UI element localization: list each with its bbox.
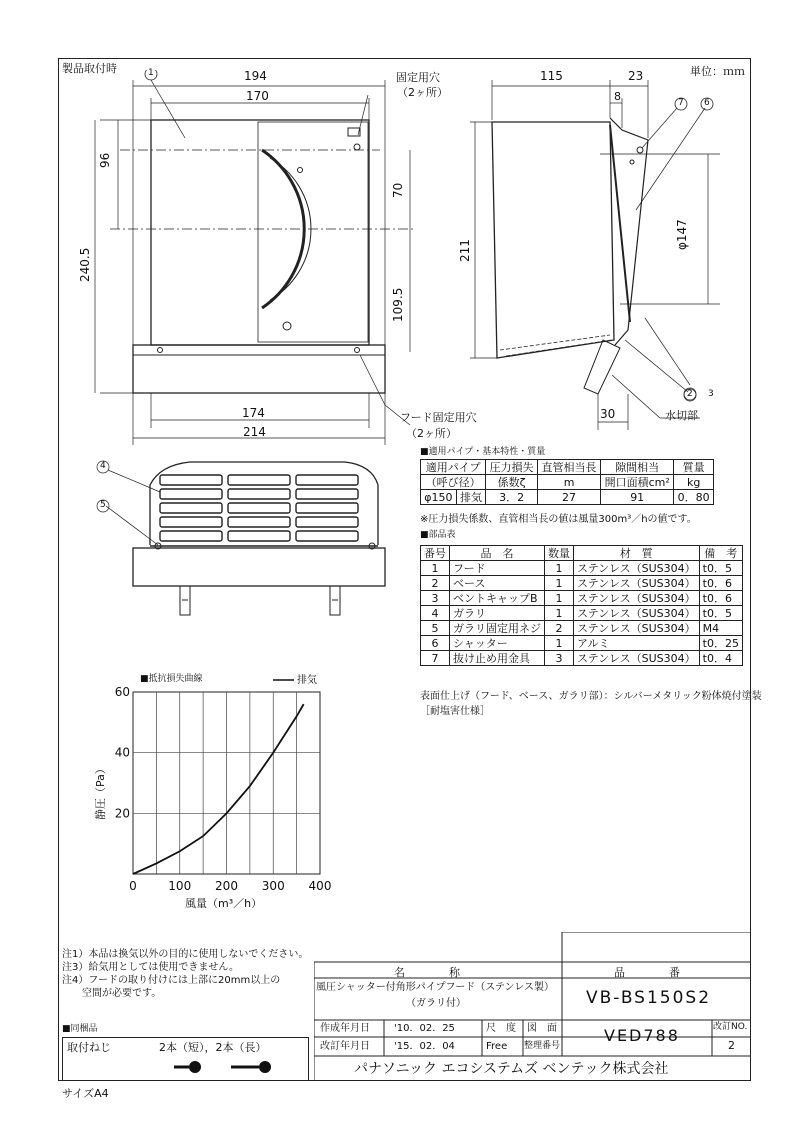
dim-214: 214 bbox=[243, 425, 266, 439]
parts-row bbox=[421, 621, 743, 636]
front-view-drawing bbox=[80, 70, 440, 450]
parts-cell-qty: 1 bbox=[545, 636, 574, 651]
y-tick-label: 60 bbox=[114, 685, 130, 699]
short-screw-icon bbox=[174, 1061, 201, 1073]
created-label: 作成年月日 bbox=[320, 1023, 370, 1034]
parts-cell-no: 5 bbox=[421, 621, 450, 636]
spec-table bbox=[420, 459, 714, 505]
parts-cell-name: ガラリ bbox=[450, 606, 545, 621]
parts-cell-note: t0．6 bbox=[699, 591, 742, 606]
accessories-label: 取付ねじ bbox=[67, 1041, 111, 1054]
parts-table-heading: ■部品表 bbox=[420, 530, 456, 540]
callout-3-circle bbox=[682, 386, 698, 402]
dim-174: 174 bbox=[242, 406, 265, 420]
spec-header-mass-sub: kg bbox=[674, 475, 714, 490]
parts-cell-name: 抜け止め用金具 bbox=[450, 651, 545, 666]
model-number: VB-BS150S2 bbox=[586, 988, 712, 1008]
parts-row bbox=[421, 561, 743, 576]
dim-70: 70 bbox=[391, 182, 405, 198]
x-tick-label: 200 bbox=[215, 879, 238, 893]
company-name: パナソニック エコシステムズ ベンテック株式会社 bbox=[354, 1061, 669, 1077]
parts-cell-qty: 1 bbox=[545, 591, 574, 606]
hood-hole-label: フード固定用穴 bbox=[400, 411, 477, 424]
callout-4: 4 bbox=[100, 461, 106, 471]
chart-title: ■抵抗損失曲線 bbox=[140, 674, 203, 684]
salt-note: ［耐塩害仕様］ bbox=[420, 706, 490, 717]
fix-hole-label: 固定用穴 bbox=[396, 71, 440, 84]
chart-xlabel: 風量（m³／h） bbox=[185, 897, 263, 910]
accessories-box bbox=[62, 1037, 309, 1081]
spec-header-mass: 質量 bbox=[674, 460, 714, 475]
parts-cell-no: 4 bbox=[421, 606, 450, 621]
callout-2: 2 bbox=[687, 389, 693, 399]
dim-194: 194 bbox=[244, 69, 267, 83]
parts-row bbox=[421, 636, 743, 651]
callout-6: 6 bbox=[704, 98, 710, 108]
name-label: 名 称 bbox=[394, 966, 460, 979]
revised-label: 改訂年月日 bbox=[320, 1041, 370, 1052]
accessories-value: 2本（短），2本（長） bbox=[159, 1041, 267, 1054]
parts-cell-material: アルミ bbox=[574, 636, 700, 651]
scale-label: 尺 度 bbox=[486, 1023, 516, 1034]
dim-211: 211 bbox=[458, 239, 472, 262]
serial-label: 整理番号 bbox=[524, 1041, 561, 1051]
x-tick-label: 0 bbox=[129, 879, 137, 893]
parts-cell-note: t0．4 bbox=[699, 651, 742, 666]
note-4-cont: 空間が必要です。 bbox=[62, 988, 162, 999]
parts-cell-qty: 3 bbox=[545, 651, 574, 666]
product-label: 品 番 bbox=[614, 966, 680, 979]
revision-number: 2 bbox=[728, 1039, 735, 1052]
dim-170: 170 bbox=[246, 89, 269, 103]
parts-cell-material: ステンレス（SUS304） bbox=[574, 621, 700, 636]
note-4: 注4）フードの取り付けには上部に20mm以上の bbox=[62, 975, 281, 986]
parts-cell-material: ステンレス（SUS304） bbox=[574, 576, 700, 591]
parts-header-no: 番号 bbox=[421, 546, 450, 561]
parts-cell-name: シャッター bbox=[450, 636, 545, 651]
scale-value: Free bbox=[486, 1041, 508, 1052]
dim-30: 30 bbox=[600, 407, 616, 421]
legend-label: 排気 bbox=[297, 675, 317, 686]
parts-cell-note: t0．25 bbox=[699, 636, 742, 651]
parts-header-name: 品 名 bbox=[450, 546, 545, 561]
parts-cell-material: ステンレス（SUS304） bbox=[574, 651, 700, 666]
spec-header-length: 直管相当長 bbox=[538, 460, 601, 475]
parts-table bbox=[420, 545, 743, 666]
spec-header-loss: 圧力損失 bbox=[486, 460, 538, 475]
dim-96: 96 bbox=[98, 152, 112, 168]
product-sub: （ガラリ付） bbox=[406, 998, 466, 1009]
parts-row bbox=[421, 591, 743, 606]
x-tick-label: 300 bbox=[261, 879, 285, 893]
parts-cell-no: 3 bbox=[421, 591, 450, 606]
spec-header-pipe-sub: （呼び径） bbox=[421, 475, 486, 490]
parts-cell-no: 2 bbox=[421, 576, 450, 591]
parts-cell-name: フード bbox=[450, 561, 545, 576]
callout-1: 1 bbox=[148, 68, 154, 78]
fix-hole-count: （2ヶ所） bbox=[397, 86, 448, 99]
screw-icons bbox=[169, 1058, 309, 1076]
notes bbox=[62, 948, 308, 1000]
parts-header-qty: 数量 bbox=[545, 546, 574, 561]
parts-cell-qty: 1 bbox=[545, 606, 574, 621]
y-tick-label: 20 bbox=[114, 806, 130, 821]
parts-header-material: 材 質 bbox=[574, 546, 700, 561]
title-block bbox=[314, 932, 751, 1081]
parts-cell-qty: 1 bbox=[545, 576, 574, 591]
chart-ylabel: 静圧（Pa） bbox=[94, 763, 107, 820]
parts-cell-no: 1 bbox=[421, 561, 450, 576]
finish-note: 表面仕上げ（フード、ベース、ガラリ部）：シルバーメタリック粉体焼付塗装 bbox=[420, 691, 762, 702]
parts-row bbox=[421, 606, 743, 621]
dim-240-5: 240.5 bbox=[78, 247, 92, 282]
dim-23: 23 bbox=[628, 69, 644, 83]
drain-label: 水切部 bbox=[665, 409, 698, 422]
series-line-exhaust bbox=[133, 704, 304, 874]
spec-header-gap: 隙間相当 bbox=[601, 460, 674, 475]
parts-header-note: 備 考 bbox=[699, 546, 742, 561]
spec-header-pipe: 適用パイプ bbox=[421, 460, 486, 475]
parts-cell-no: 7 bbox=[421, 651, 450, 666]
parts-cell-material: ステンレス（SUS304） bbox=[574, 591, 700, 606]
callout-7: 7 bbox=[678, 98, 684, 108]
dim-109-5: 109.5 bbox=[391, 287, 405, 322]
accessories-heading: ■同梱品 bbox=[62, 1024, 98, 1034]
created-date: '10．02．25 bbox=[394, 1023, 455, 1034]
side-view-drawing bbox=[460, 70, 740, 430]
spec-row: φ150 排気 3．2 27 91 0．80 bbox=[421, 490, 714, 505]
x-tick-label: 100 bbox=[168, 879, 192, 893]
dim-8: 8 bbox=[614, 90, 621, 103]
parts-cell-note: t0．5 bbox=[699, 561, 742, 576]
parts-cell-material: ステンレス（SUS304） bbox=[574, 606, 700, 621]
spec-header-loss-sub: 係数ζ bbox=[486, 475, 538, 490]
spec-note: ※圧力損失係数、直管相当長の値は風量300m³／hの値です。 bbox=[420, 514, 697, 525]
revision-label: 改訂NO. bbox=[713, 1022, 748, 1032]
product-name: 風圧シャッター付角形パイプフード（ステンレス製） bbox=[316, 982, 554, 993]
drawing-label: 図 面 bbox=[527, 1023, 557, 1034]
parts-cell-note: M4 bbox=[699, 621, 742, 636]
parts-cell-qty: 2 bbox=[545, 621, 574, 636]
parts-row bbox=[421, 651, 743, 666]
unit-label: 単位：ｍｍ bbox=[690, 65, 745, 78]
revised-date: '15．02．04 bbox=[394, 1041, 455, 1052]
paper-size: サイズA4 bbox=[62, 1087, 109, 1100]
parts-cell-qty: 1 bbox=[545, 561, 574, 576]
bottom-view-drawing bbox=[90, 455, 395, 625]
parts-cell-material: ステンレス（SUS304） bbox=[574, 561, 700, 576]
note-3: 注3）給気用としては使用できません。 bbox=[62, 962, 239, 973]
parts-row bbox=[421, 576, 743, 591]
resistance-chart bbox=[95, 672, 335, 920]
drawing-number: VED788 bbox=[604, 1026, 680, 1045]
spec-table-heading: ■適用パイプ・基本特性・質量 bbox=[420, 447, 546, 457]
spec-header-gap-sub: 開口面積cm² bbox=[601, 475, 674, 490]
hood-hole-count: （2ヶ所） bbox=[406, 427, 457, 440]
x-tick-label: 400 bbox=[308, 879, 332, 893]
parts-cell-name: ベース bbox=[450, 576, 545, 591]
parts-cell-name: ベントキャップB bbox=[450, 591, 545, 606]
spec-header-length-sub: m bbox=[538, 475, 601, 490]
callout-3: 3 bbox=[708, 389, 714, 399]
y-tick-label: 40 bbox=[114, 745, 130, 760]
parts-cell-name: ガラリ固定用ネジ bbox=[450, 621, 545, 636]
dim-147: φ147 bbox=[675, 219, 689, 250]
view-title: 製品取付時 bbox=[62, 62, 117, 75]
dim-115: 115 bbox=[540, 69, 563, 83]
callout-5: 5 bbox=[100, 500, 106, 510]
note-1: 注1）本品は換気以外の目的に使用しないでください。 bbox=[62, 949, 309, 960]
parts-cell-note: t0．5 bbox=[699, 606, 742, 621]
parts-cell-note: t0．6 bbox=[699, 576, 742, 591]
parts-cell-no: 6 bbox=[421, 636, 450, 651]
long-screw-icon bbox=[231, 1061, 271, 1073]
